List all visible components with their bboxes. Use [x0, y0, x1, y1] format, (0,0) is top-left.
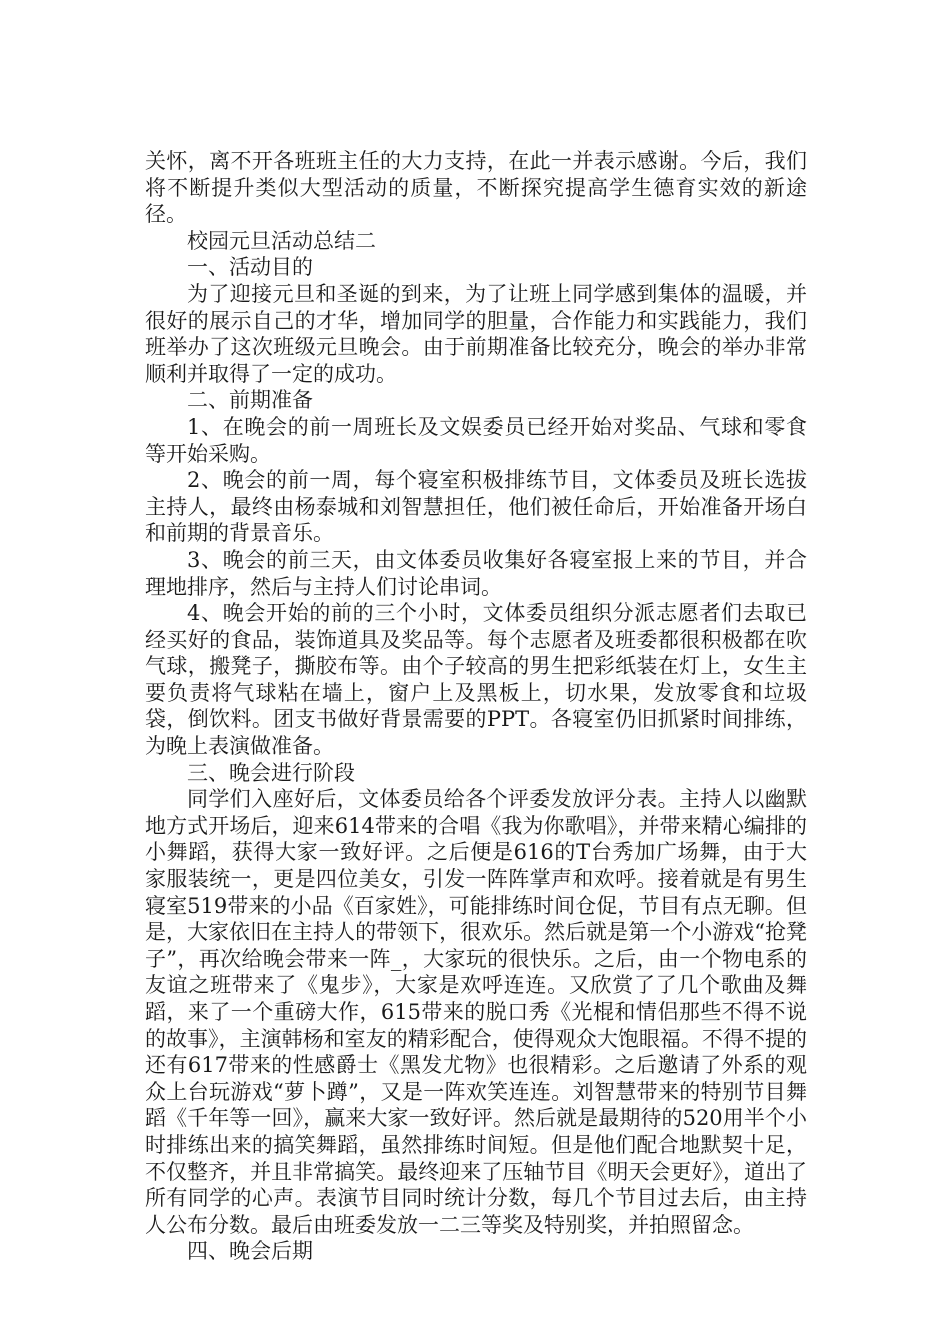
document-page: [145, 148, 807, 1265]
heading-party-stage: 三、晚会进行阶段: [187, 760, 355, 785]
heading-activity-purpose: 一、活动目的: [187, 255, 313, 280]
paragraph-prep-4: 4、晚会开始的前的三个小时，文体委员组织分派志愿者们去取已经买好的食品，装饰道具及奖品等。每个志愿者及班委都很积极都在吹气球，搬凳子，撕胶布等。由个子较高的男生把彩纸装在灯上，女生主要负责将气球粘在墙上，窗户上及黑板上，切水果，发放零食和垃圾袋，倒饮料。团支书做好背景需要的PPT。各寝室仍旧抓紧时间排练，为晚上表演做准备。: [145, 601, 807, 759]
section-title: 校园元旦活动总结二: [187, 228, 376, 253]
paragraph-closing-thanks: 关怀，离不开各班班主任的大力支持，在此一并表示感谢。今后，我们将不断提升类似大型活动的质量，不断探究提高学生德育实效的新途径。: [145, 149, 807, 227]
paragraph-prep-1: 1、在晚会的前一周班长及文娱委员已经开始对奖品、气球和零食等开始采购。: [145, 414, 807, 466]
paragraph-party-stage: 同学们入座好后，文体委员给各个评委发放评分表。主持人以幽默地方式开场后，迎来614带来的合唱《我为你歌唱》，并带来精心编排的小舞蹈，获得大家一致好评。之后便是616的T台秀加广场舞，由于大家服装统一，更是四位美女，引发一阵阵掌声和欢呼。接着就是有男生寝室519带来的小品《百家姓》，可能排练时间仓促，节目有点无聊。但是，大家依旧在主持人的带领下，很欢乐。然后就是第一个小游戏“抢凳子”，再次给晚会带来一阵_，大家玩的很快乐。之后，由一个物电系的友谊之班带来了《鬼步》，大家是欢呼连连。又欣赏了了几个歌曲及舞蹈，来了一个重磅大作，615带来的脱口秀《光棍和情侣那些不得不说的故事》，主演韩杨和室友的精彩配合，使得观众大饱眼福。不得不提的还有617带来的性感爵士《黑发尤物》也很精彩。之后邀请了外系的观众上台玩游戏“萝卜蹲”，又是一阵欢笑连连。刘智慧带来的特别节目舞蹈《千年等一回》，赢来大家一致好评。然后就是最期待的520用半个小时排练出来的搞笑舞蹈，虽然排练时间短。但是他们配合地默契十足，不仅整齐，并且非常搞笑。最终迎来了压轴节目《明天会更好》，道出了所有同学的心声。表演节目同时统计分数，每几个节目过去后，由主持人公布分数。最后由班委发放一二三等奖及特别奖，并拍照留念。: [145, 787, 807, 1237]
heading-after-party: 四、晚会后期: [187, 1239, 313, 1264]
heading-preparation: 二、前期准备: [187, 388, 313, 413]
paragraph-prep-3: 3、晚会的前三天，由文体委员收集好各寝室报上来的节目，并合理地排序，然后与主持人们讨论串词。: [145, 547, 807, 599]
paragraph-prep-2: 2、晚会的前一周，每个寝室积极排练节目，文体委员及班长选拔主持人，最终由杨泰城和刘智慧担任，他们被任命后，开始准备开场白和前期的背景音乐。: [145, 468, 807, 546]
paragraph-purpose: 为了迎接元旦和圣诞的到来，为了让班上同学感到集体的温暖，并很好的展示自己的才华，增加同学的胆量，合作能力和实践能力，我们班举办了这次班级元旦晚会。由于前期准备比较充分，晚会的举办非常顺利并取得了一定的成功。: [145, 281, 807, 386]
